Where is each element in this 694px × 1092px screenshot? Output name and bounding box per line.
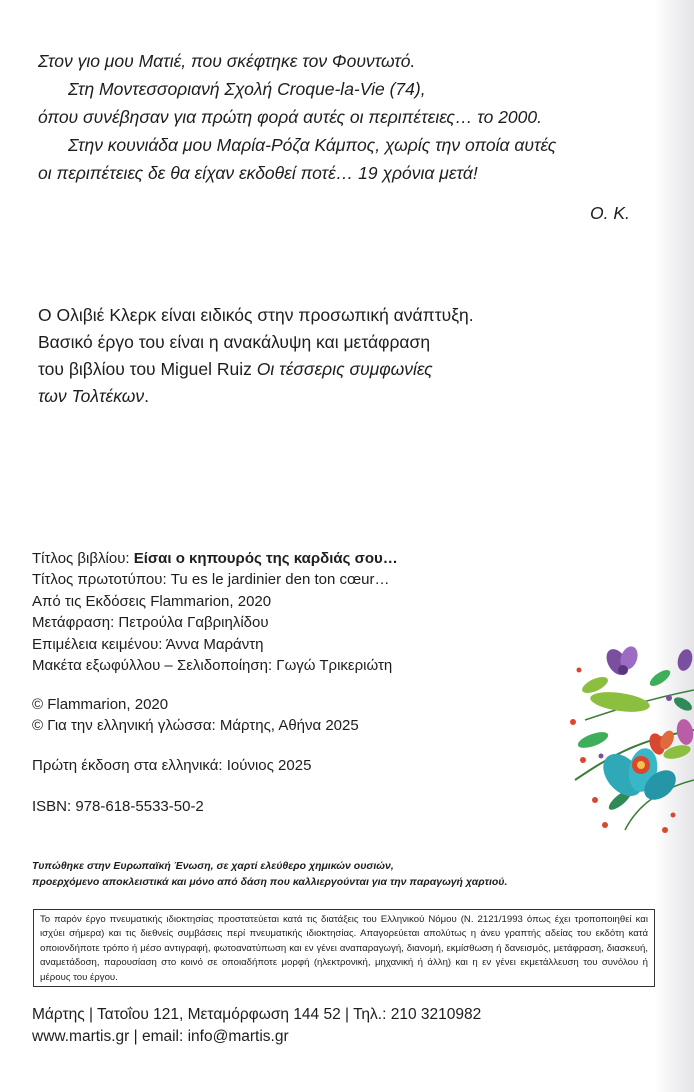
author-bio-line: Ο Ολιβιέ Κλερκ είναι ειδικός στην προσωπική ανάπτυξη. [38,305,474,325]
printing-note-line: Τυπώθηκε στην Ευρωπαϊκή Ένωση, σε χαρτί ελεύθερο χημικών ουσιών, [32,860,394,872]
credit-title-label: Τίτλος βιβλίου: [32,550,134,567]
page-edge-shadow [654,0,694,1092]
author-bio-line [38,383,598,410]
author-bio-line [38,356,598,383]
publisher-contact [32,1004,652,1048]
book-title-italic: των Τολτέκων [38,386,145,406]
publisher-web: www.martis.gr | email: info@martis.gr [32,1028,289,1045]
copyright-notice [32,694,532,737]
floral-illustration [565,640,694,840]
printing-note-line: προερχόμενο αποκλειστικά και μόνο από δάση που καλλιεργούνται για την παραγωγή χαρτιού. [32,876,508,888]
credit-original-publisher: Από τις Εκδόσεις Flammarion, 2020 [32,592,272,610]
author-bio-text: . [144,386,150,406]
author-bio-text: του βιβλίου του Miguel Ruiz [38,359,257,379]
dedication-line: Στον γιο μου Ματιέ, που σκέφτηκε τον Φουντωτό. [38,51,416,71]
dedication [38,47,658,187]
dedication-line: όπου συνέβησαν για πρώτη φορά αυτές οι περιπέτειες… το 2000. [38,107,542,127]
author-bio [38,302,598,410]
author-bio-line: Βασικό έργο του είναι η ανακάλυψη και μετάφραση [38,332,431,352]
printing-note [32,858,622,890]
isbn: ISBN: 978-618-5533-50-2 [32,798,204,815]
book-title-italic: Οι τέσσερις συμφωνίες [256,359,433,379]
credit-title [32,548,532,569]
dedication-signature: Ο. Κ. [590,203,630,223]
dedication-line: Στην κουνιάδα μου Μαρία-Ρόζα Κάμπος, χωρίς την οποία αυτές [68,135,557,155]
dedication-line: Στη Μοντεσσοριανή Σχολή Croque-la-Vie (74), [68,79,426,99]
credit-translation: Μετάφραση: Πετρούλα Γαβριηλίδου [32,614,269,632]
publisher-address: Μάρτης | Τατοΐου 121, Μεταμόρφωση 144 52 | Τηλ.: 210 3210982 [32,1006,482,1023]
copyright-line: © Flammarion, 2020 [32,696,169,713]
credit-layout: Μακέτα εξωφύλλου – Σελιδοποίηση: Γωγώ Τρικεριώτη [32,657,393,675]
credit-editing: Επιμέλεια κειμένου: Άννα Μαράντη [32,635,264,653]
credit-title-value: Είσαι ο κηπουρός της καρδιάς σου… [133,550,398,567]
dedication-line: οι περιπέτειες δε θα είχαν εκδοθεί ποτέ… 19 χρόνια μετά! [38,163,478,183]
first-edition: Πρώτη έκδοση στα ελληνικά: Ιούνιος 2025 [32,757,312,774]
copyright-line: © Για την ελληνική γλώσσα: Μάρτης, Αθήνα 2025 [32,717,359,735]
credit-original-title: Τίτλος πρωτοτύπου: Tu es le jardinier den ton cœur… [32,571,390,589]
book-credits [32,548,532,676]
legal-notice-box: Το παρόν έργο πνευματικής ιδιοκτησίας προστατεύεται κατά τις διατάξεις του Ελληνικού Νόμου (Ν. 2121/1993 όπως έχει τροποποιηθεί και ισχύει σήμερα) και τις διεθνείς συμβάσεις περί πνευματικής ιδιοκτησίας. Απαγορεύεται απολύτως η άνευ γραπτής αδείας του εκδότη κατά οποιονδήποτε τρόπο ή μέσο αντιγραφή, φωτοανατύπωση και εν γένει αναπαραγωγή, διανομή, εκμίσθωση ή δανεισμός, μετάφραση, διασκευή, αναμετάδοση, παρουσίαση στο κοινό σε οποιαδήποτε μορφή (ηλεκτρονική, μηχανική ή άλλη) και η εν γένει εκμετάλλευση του συνόλου ή μέρους του έργου. [33,909,655,987]
